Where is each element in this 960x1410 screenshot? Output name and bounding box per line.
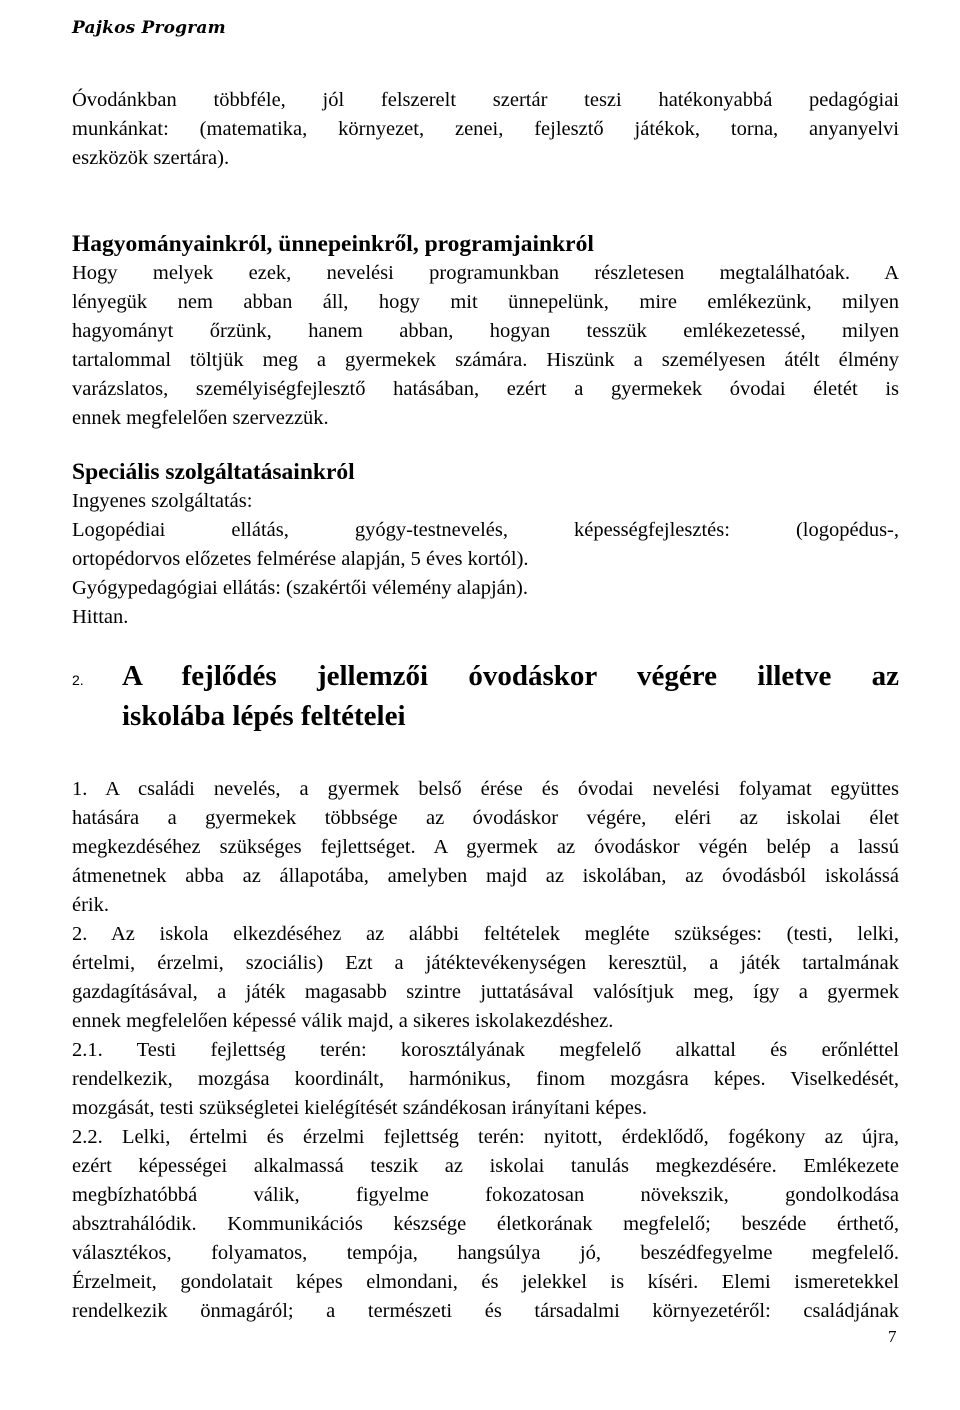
paragraph-line: Hittan.	[72, 606, 129, 628]
chapter-number: 2.	[72, 672, 84, 688]
paragraph-line: ennek megfelelően szervezzük.	[72, 407, 329, 429]
paragraph-line: átmenetnek abba az állapotába, amelyben majd az iskolában, az óvodásból iskolássá	[72, 865, 899, 887]
paragraph-line: 1. A családi nevelés, a gyermek belső érése és óvodai nevelési folyamat együttes	[72, 778, 899, 800]
paragraph-line: hatására a gyermekek többsége az óvodáskor végére, eléri az iskolai élet	[72, 807, 899, 829]
paragraph-line: mozgását, testi szükségletei kielégítését szándékosan irányítani képes.	[72, 1097, 647, 1119]
intro-line: Óvodánkban többféle, jól felszerelt szertár teszi hatékonyabbá pedagógiai	[72, 89, 899, 111]
paragraph-line: hagyományt őrzünk, hanem abban, hogyan tesszük emlékezetessé, milyen	[72, 320, 899, 342]
paragraph-line: 2.2. Lelki, értelmi és érzelmi fejlettség terén: nyitott, érdeklődő, fogékony az újra,	[72, 1126, 899, 1148]
paragraph-line: Gyógypedagógiai ellátás: (szakértői vélemény alapján).	[72, 577, 528, 599]
paragraph-line: megkezdéséhez szükséges fejlettséget. A gyermek az óvodáskor végén belép a lassú	[72, 836, 899, 858]
paragraph-line: Logopédiai ellátás, gyógy-testnevelés, képességfejlesztés: (logopédus-,	[72, 519, 899, 541]
paragraph-line: rendelkezik, mozgása koordinált, harmónikus, finom mozgásra képes. Viselkedését,	[72, 1068, 899, 1090]
chapter-title-line: iskolába lépés feltételei	[122, 700, 406, 732]
paragraph-line: lényegük nem abban áll, hogy mit ünnepelünk, mire emlékezünk, milyen	[72, 291, 899, 313]
paragraph-line: absztrahálódik. Kommunikációs készsége életkorának megfelelő; beszéde érthető,	[72, 1213, 899, 1235]
paragraph-line: ortopédorvos előzetes felmérése alapján, 5 éves kortól).	[72, 548, 529, 570]
section-heading-services: Speciális szolgáltatásainkról	[72, 459, 355, 485]
paragraph-line: Ingyenes szolgáltatás:	[72, 490, 253, 512]
page-number: 7	[888, 1327, 897, 1346]
paragraph-line: 2. Az iskola elkezdéséhez az alábbi feltételek megléte szükséges: (testi, lelki,	[72, 923, 899, 945]
page-header: Pajkos Program	[72, 18, 226, 38]
paragraph-line: választékos, folyamatos, tempója, hangsúlya jó, beszédfegyelme megfelelő.	[72, 1242, 899, 1264]
paragraph-line: Érzelmeit, gondolatait képes elmondani, és jelekkel is kíséri. Elemi ismeretekkel	[72, 1271, 899, 1293]
paragraph-line: megbízhatóbbá válik, figyelme fokozatosan növekszik, gondolkodása	[72, 1184, 899, 1206]
paragraph-line: varázslatos, személyiségfejlesztő hatásában, ezért a gyermekek óvodai életét is	[72, 378, 899, 400]
paragraph-line: gazdagításával, a játék magasabb szintre juttatásával valósítjuk meg, így a gyermek	[72, 981, 899, 1003]
paragraph-line: ennek megfelelően képessé válik majd, a sikeres iskolakezdéshez.	[72, 1010, 614, 1032]
paragraph-line: érik.	[72, 894, 109, 916]
paragraph-line: 2.1. Testi fejlettség terén: korosztályának megfelelő alkattal és erőnléttel	[72, 1039, 899, 1061]
paragraph-line: tartalommal töltjük meg a gyermekek számára. Hiszünk a személyesen átélt élmény	[72, 349, 899, 371]
section-heading-traditions: Hagyományainkról, ünnepeinkről, programjainkról	[72, 231, 594, 257]
paragraph-line: értelmi, érzelmi, szociális) Ezt a játéktevékenységen keresztül, a játék tartalmának	[72, 952, 899, 974]
chapter-title-line: A fejlődés jellemzői óvodáskor végére illetve az	[122, 660, 899, 692]
paragraph-line: ezért képességei alkalmassá teszik az iskolai tanulás megkezdésére. Emlékezete	[72, 1155, 899, 1177]
intro-line: munkánkat: (matematika, környezet, zenei, fejlesztő játékok, torna, anyanyelvi	[72, 118, 899, 140]
paragraph-line: Hogy melyek ezek, nevelési programunkban részletesen megtalálhatóak. A	[72, 262, 899, 284]
intro-line: eszközök szertára).	[72, 147, 230, 169]
paragraph-line: rendelkezik önmagáról; a természeti és társadalmi környezetéről: családjának	[72, 1300, 899, 1322]
